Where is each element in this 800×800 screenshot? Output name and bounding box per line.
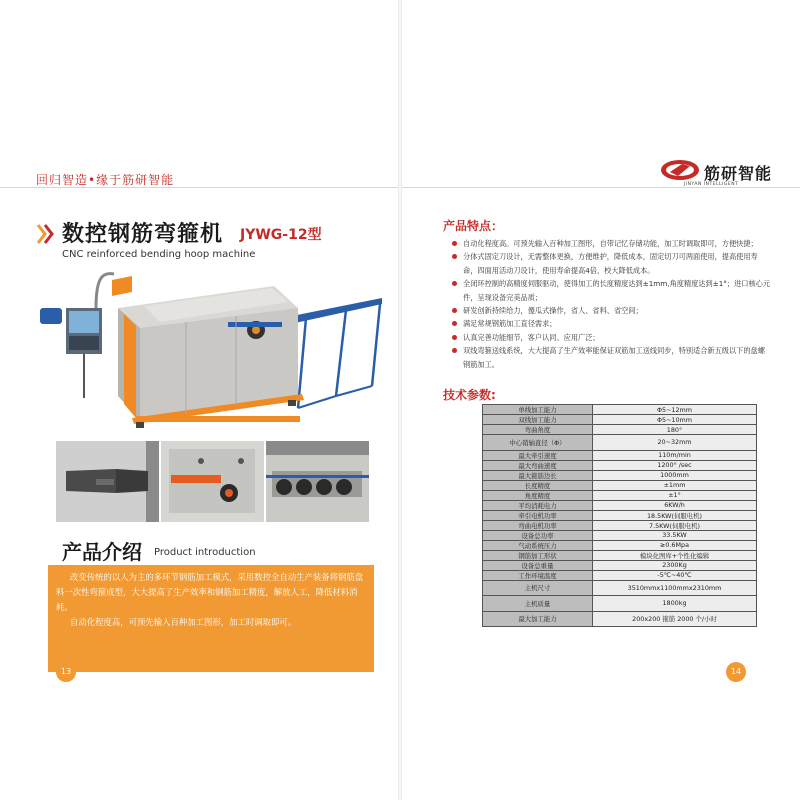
spec-row <box>483 500 757 510</box>
product-title-en: CNC reinforced bending hoop machine <box>62 249 256 260</box>
spec-value: 7.5KW(伺服电机) <box>593 520 757 530</box>
spec-key: 中心销轴直径（Φ） <box>483 435 593 451</box>
spec-key: 最大箍筋边长 <box>483 470 593 480</box>
product-title: 数控钢筋弯箍机 <box>62 222 224 247</box>
spec-value: 18.5KW(伺服电机) <box>593 510 757 520</box>
bullet-icon <box>452 308 457 313</box>
detail-photo-feeder <box>266 441 369 522</box>
spec-value: 2300Kg <box>593 560 757 570</box>
feature-item: 自动化程度高。可预先输入百种加工图形，自带记忆存储功能，加工时调取即可，方便快捷； <box>452 237 772 250</box>
spec-row <box>483 435 757 451</box>
bullet-icon <box>452 241 457 246</box>
spec-key: 主机尺寸 <box>483 580 593 596</box>
spec-row <box>483 596 757 612</box>
machine-image <box>36 268 386 436</box>
spec-key: 主机质量 <box>483 596 593 612</box>
spec-key: 角度精度 <box>483 490 593 500</box>
intro-paragraph: 改变传统的以人为主的多环节钢筋加工模式，采用数控全自动生产装备将钢筋盘料一次性弯箍成型，大大提高了生产效率和钢筋加工精度，解放人工，降低材料消耗。 <box>56 572 364 612</box>
features-title: 产品特点： <box>443 219 504 233</box>
spec-row <box>483 405 757 415</box>
spec-value: Φ5~12mm <box>593 405 757 415</box>
spec-value: 180° <box>593 425 757 435</box>
spec-key: 弯曲角度 <box>483 425 593 435</box>
spec-key: 平均消耗电力 <box>483 500 593 510</box>
brand-name-en: JINYAN INTELLIGENT <box>684 182 739 187</box>
spec-value: 6KW/h <box>593 500 757 510</box>
spec-key: 最大弯曲速度 <box>483 460 593 470</box>
brand-logo-icon <box>660 158 700 182</box>
spec-value: 3510mmx1100mmx2310mm <box>593 580 757 596</box>
features-list <box>452 237 772 371</box>
spec-value: ±1mm <box>593 480 757 490</box>
page-number: 14 <box>726 662 746 682</box>
spec-value: 1200° /sec <box>593 460 757 470</box>
spec-row <box>483 540 757 550</box>
spec-key: 工作环境温度 <box>483 570 593 580</box>
product-model: JYWG-12型 <box>240 227 322 243</box>
intro-title-en: Product introduction <box>154 547 256 558</box>
spec-row <box>483 550 757 560</box>
spec-row <box>483 611 757 627</box>
spec-value: -5℃~40℃ <box>593 570 757 580</box>
spec-value: 1000mm <box>593 470 757 480</box>
intro-text-box <box>48 565 374 672</box>
spec-row <box>483 580 757 596</box>
spec-key: 长度精度 <box>483 480 593 490</box>
feature-item: 满足常规钢筋加工直径需求； <box>452 317 772 330</box>
spec-row <box>483 560 757 570</box>
spec-row <box>483 480 757 490</box>
bullet-icon <box>452 254 457 259</box>
spec-value: 模块化图库+个性化编辑 <box>593 550 757 560</box>
feature-item: 认真完善功能细节，客户认同、应用广泛； <box>452 331 772 344</box>
spec-key: 设备总功率 <box>483 530 593 540</box>
feature-item: 全闭环控制的高精度伺服驱动，使得加工的长度精度达到±1mm,角度精度达到±1°；进口核心元件，呈现设备完美品质； <box>452 277 772 304</box>
spec-row <box>483 520 757 530</box>
spec-value: 200x200 箍筋 2000 个/小时 <box>593 611 757 627</box>
page-number: 13 <box>56 662 76 682</box>
spec-key: 双线加工能力 <box>483 415 593 425</box>
spec-value: 20~32mm <box>593 435 757 451</box>
bullet-icon <box>452 321 457 326</box>
spec-row <box>483 425 757 435</box>
spec-row <box>483 470 757 480</box>
bullet-icon <box>452 335 457 340</box>
spec-key: 最大牵引速度 <box>483 450 593 460</box>
spec-value: ≥0.6Mpa <box>593 540 757 550</box>
brand-name: 筋研智能 <box>704 164 773 183</box>
spec-key: 设备总重量 <box>483 560 593 570</box>
spec-key: 钢筋加工形状 <box>483 550 593 560</box>
spec-row <box>483 490 757 500</box>
spec-value: Φ5~10mm <box>593 415 757 425</box>
spec-key: 最大加工能力 <box>483 611 593 627</box>
spec-row <box>483 570 757 580</box>
spec-table <box>482 404 757 627</box>
spec-key: 弯曲电机功率 <box>483 520 593 530</box>
feature-item: 双线弯箍送线系统，大大提高了生产效率能保证双筋加工送线同步，特别适合新五级以下的盘螺钢筋加工。 <box>452 344 772 371</box>
spec-value: 1800kg <box>593 596 757 612</box>
detail-photo-cutter <box>56 441 159 522</box>
spec-value: ±1° <box>593 490 757 500</box>
spec-value: 33.5KW <box>593 530 757 540</box>
intro-paragraph: 自动化程度高，可预先输入百种加工图形，加工时调取即可。 <box>70 617 297 627</box>
detail-photo-bender <box>161 441 264 522</box>
feature-item: 研发创新持续给力，傻瓜式操作，省人、省料、省空间； <box>452 304 772 317</box>
chevron-right-icon <box>36 223 54 245</box>
bullet-icon <box>452 281 457 286</box>
spec-value: 110m/min <box>593 450 757 460</box>
feature-item: 分体式固定刀设计，无需整体更换，方便维护，降低成本，固定切刀可两面使用，提高使用寿命，四面用活动刀设计，使用寿命提高4倍，校大降低成本。 <box>452 250 772 277</box>
bullet-icon <box>452 348 457 353</box>
spec-row <box>483 460 757 470</box>
spec-key: 气动系统压力 <box>483 540 593 550</box>
spec-key: 牵引电机功率 <box>483 510 593 520</box>
spec-row <box>483 415 757 425</box>
spec-row <box>483 530 757 540</box>
specs-title: 技术参数: <box>443 388 496 402</box>
spec-row <box>483 450 757 460</box>
spec-key: 单线加工能力 <box>483 405 593 415</box>
spec-row <box>483 510 757 520</box>
header-slogan: 回归智造•缘于筋研智能 <box>36 173 175 187</box>
intro-title: 产品介绍 <box>62 540 142 564</box>
